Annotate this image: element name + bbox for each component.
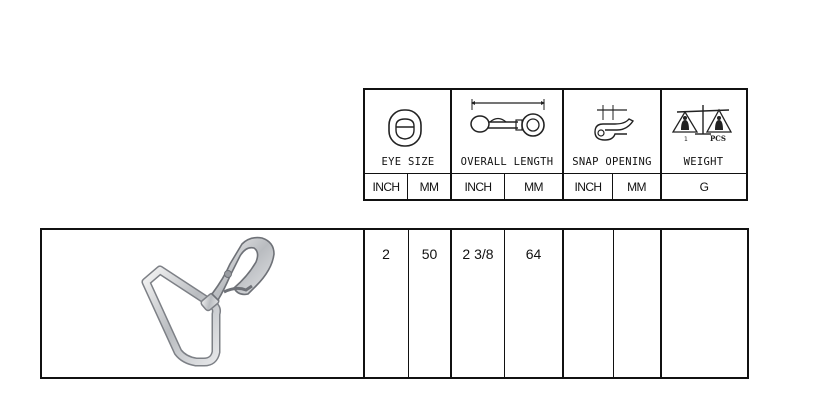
value-length-mm: 64 [525,246,542,262]
divider [660,230,662,377]
scale-pcs: PCS [710,134,726,143]
divider [365,173,746,174]
ring-icon [385,106,425,150]
unit-opening-mm: MM [627,180,646,194]
swivel-snap-hook-icon [138,234,298,374]
snap-opening-icon [587,102,641,146]
group-label-weight: WEIGHT [683,156,724,168]
group-label-overall-length: OVERALL LENGTH [460,156,554,168]
scale-count: 1 [684,136,688,143]
unit-eye-mm: MM [419,180,439,194]
unit-opening-inch: INCH [574,180,602,194]
unit-length-inch: INCH [464,180,492,194]
divider [562,230,564,377]
unit-length-mm: MM [524,180,543,194]
value-eye-mm: 50 [421,246,438,262]
scale-icon [671,102,735,144]
unit-weight-g: G [699,180,709,194]
group-label-eye-size: EYE SIZE [381,156,435,168]
product-row [40,228,749,379]
divider [613,230,614,377]
unit-eye-inch: INCH [372,180,400,194]
group-label-snap-opening: SNAP OPENING [572,156,652,168]
snap-hook-length-icon [466,98,550,148]
value-eye-inch: 2 [382,246,390,262]
spec-header-table [363,88,748,201]
value-length-inch: 2 3/8 [462,246,494,262]
